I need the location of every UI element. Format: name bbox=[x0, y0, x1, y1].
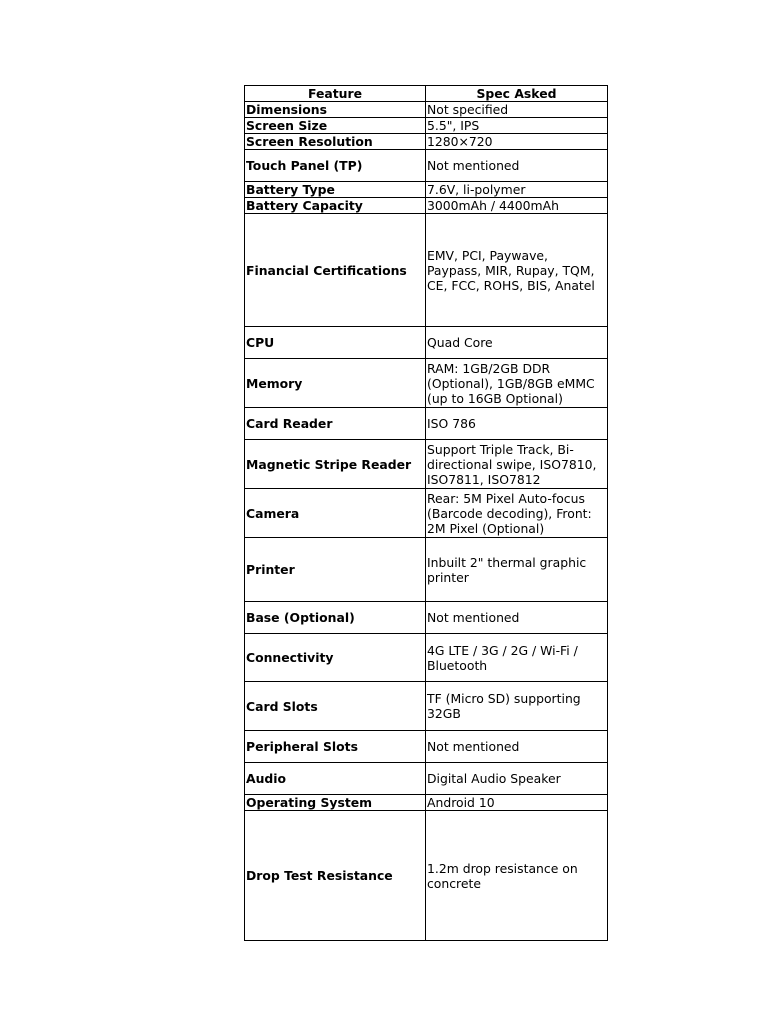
table-row bbox=[245, 102, 608, 118]
table-row bbox=[245, 198, 608, 214]
column-header-feature: Feature bbox=[245, 86, 426, 102]
table-row bbox=[245, 602, 608, 634]
feature-cell: Magnetic Stripe Reader bbox=[245, 440, 426, 489]
table-row bbox=[245, 763, 608, 795]
spec-cell: Not specified bbox=[426, 102, 608, 118]
feature-cell: Peripheral Slots bbox=[245, 731, 426, 763]
spec-cell: ISO 786 bbox=[426, 408, 608, 440]
feature-cell: Card Reader bbox=[245, 408, 426, 440]
table-row bbox=[245, 214, 608, 327]
feature-cell: Financial Certifications bbox=[245, 214, 426, 327]
feature-cell: Dimensions bbox=[245, 102, 426, 118]
column-header-spec: Spec Asked bbox=[426, 86, 608, 102]
table-row bbox=[245, 538, 608, 602]
spec-cell: EMV, PCI, Paywave, Paypass, MIR, Rupay, TQM, CE, FCC, ROHS, BIS, Anatel bbox=[426, 214, 608, 327]
spec-cell: Rear: 5M Pixel Auto-focus (Barcode decoding), Front: 2M Pixel (Optional) bbox=[426, 489, 608, 538]
table-row bbox=[245, 682, 608, 731]
table-row bbox=[245, 182, 608, 198]
spec-cell: TF (Micro SD) supporting 32GB bbox=[426, 682, 608, 731]
spec-cell: 5.5", IPS bbox=[426, 118, 608, 134]
spec-cell: Inbuilt 2" thermal graphic printer bbox=[426, 538, 608, 602]
feature-cell: Touch Panel (TP) bbox=[245, 150, 426, 182]
feature-cell: Printer bbox=[245, 538, 426, 602]
feature-cell: Camera bbox=[245, 489, 426, 538]
table-row bbox=[245, 489, 608, 538]
table-row bbox=[245, 731, 608, 763]
feature-cell: Battery Type bbox=[245, 182, 426, 198]
table-row bbox=[245, 634, 608, 682]
spec-cell: Android 10 bbox=[426, 795, 608, 811]
feature-cell: CPU bbox=[245, 327, 426, 359]
table-row bbox=[245, 795, 608, 811]
table-row bbox=[245, 134, 608, 150]
feature-cell: Screen Size bbox=[245, 118, 426, 134]
spec-cell: Support Triple Track, Bi-directional swipe, ISO7810, ISO7811, ISO7812 bbox=[426, 440, 608, 489]
feature-cell: Card Slots bbox=[245, 682, 426, 731]
spec-cell: Not mentioned bbox=[426, 150, 608, 182]
spec-cell: 1280×720 bbox=[426, 134, 608, 150]
table-row bbox=[245, 327, 608, 359]
table-row bbox=[245, 359, 608, 408]
table-row bbox=[245, 811, 608, 941]
spec-cell: Digital Audio Speaker bbox=[426, 763, 608, 795]
feature-cell: Screen Resolution bbox=[245, 134, 426, 150]
feature-cell: Battery Capacity bbox=[245, 198, 426, 214]
table-row bbox=[245, 440, 608, 489]
table-row bbox=[245, 150, 608, 182]
feature-cell: Drop Test Resistance bbox=[245, 811, 426, 941]
spec-cell: 4G LTE / 3G / 2G / Wi-Fi / Bluetooth bbox=[426, 634, 608, 682]
feature-cell: Connectivity bbox=[245, 634, 426, 682]
feature-cell: Memory bbox=[245, 359, 426, 408]
feature-cell: Base (Optional) bbox=[245, 602, 426, 634]
spec-cell: 3000mAh / 4400mAh bbox=[426, 198, 608, 214]
spec-cell: Not mentioned bbox=[426, 602, 608, 634]
table-row bbox=[245, 408, 608, 440]
table-row bbox=[245, 118, 608, 134]
spec-cell: 1.2m drop resistance on concrete bbox=[426, 811, 608, 941]
table-header-row bbox=[245, 86, 608, 102]
spec-cell: RAM: 1GB/2GB DDR (Optional), 1GB/8GB eMMC (up to 16GB Optional) bbox=[426, 359, 608, 408]
spec-table bbox=[244, 85, 608, 941]
spec-cell: 7.6V, li-polymer bbox=[426, 182, 608, 198]
feature-cell: Audio bbox=[245, 763, 426, 795]
spec-cell: Quad Core bbox=[426, 327, 608, 359]
spec-cell: Not mentioned bbox=[426, 731, 608, 763]
feature-cell: Operating System bbox=[245, 795, 426, 811]
